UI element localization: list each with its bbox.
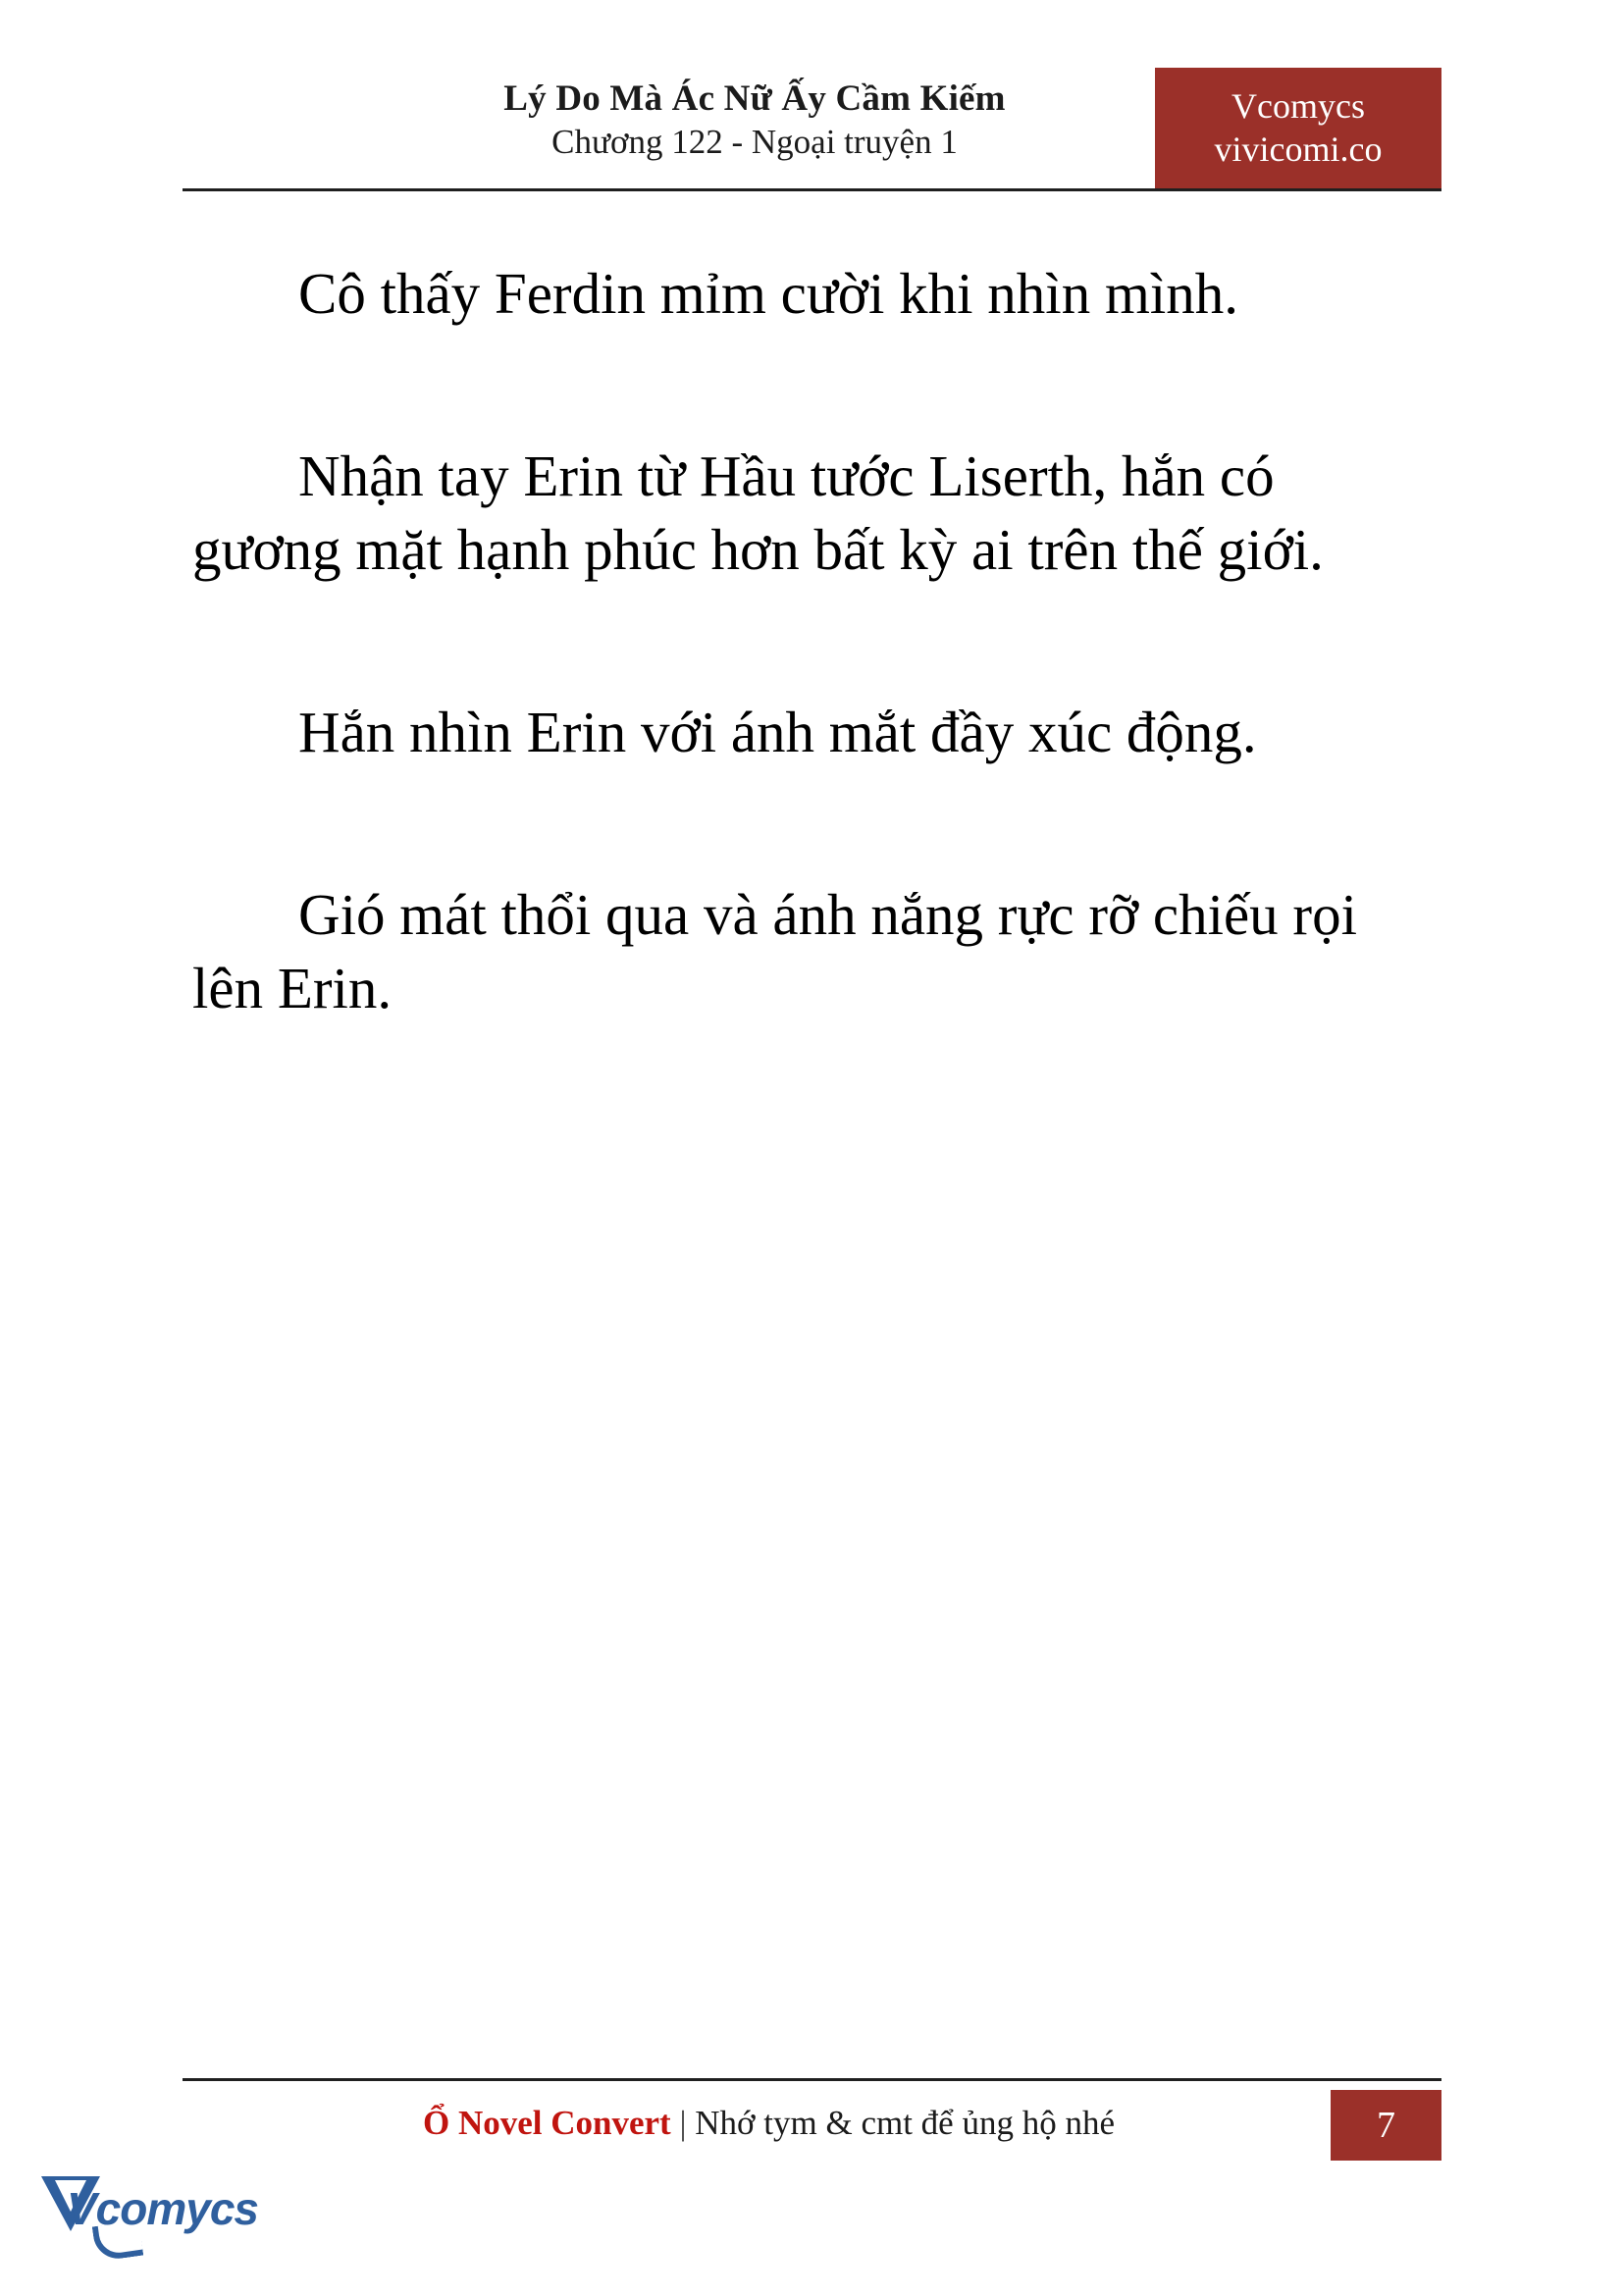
footer-content [183,2090,1441,2161]
paragraph: Cô thấy Ferdin mỉm cười khi nhìn mình. [298,261,1238,326]
novel-title: Lý Do Mà Ác Nữ Ấy Cầm Kiếm [503,78,1006,119]
page-number-badge [1331,2090,1441,2161]
header-divider [183,188,1441,191]
footer-separator: | [679,2104,687,2142]
brand-badge [1155,68,1441,188]
footer-text [183,2104,1355,2143]
paragraph: Gió mát thổi qua và ánh nắng rực rỡ chiếu rọi lên Erin. [192,882,1357,1020]
page-content [192,257,1437,1024]
header-inner [183,77,1441,184]
page-header [183,77,1441,202]
logo-swirl-icon [92,2220,144,2262]
paragraph: Nhận tay Erin từ Hầu tước Liserth, hắn có gương mặt hạnh phúc hơn bất kỳ ai trên thế giới. [192,443,1324,582]
watermark-label: Vcomycs [67,2183,259,2234]
footer-brand: Ổ Novel Convert [422,2104,671,2142]
footer-note: Nhớ tym & cmt để ủng hộ nhé [695,2104,1115,2142]
chapter-title: Chương 122 - Ngoại truyện 1 [551,123,958,162]
vcomycs-watermark-logo [41,2174,259,2257]
header-titles [352,77,1157,164]
brand-url: vivicomi.co [1214,129,1383,169]
page-footer [183,2078,1441,2166]
footer-divider [183,2078,1441,2081]
paragraph: Hắn nhìn Erin với ánh mắt đầy xúc động. [298,699,1257,764]
brand-name: Vcomycs [1231,85,1365,126]
page-number: 7 [1377,2105,1395,2146]
